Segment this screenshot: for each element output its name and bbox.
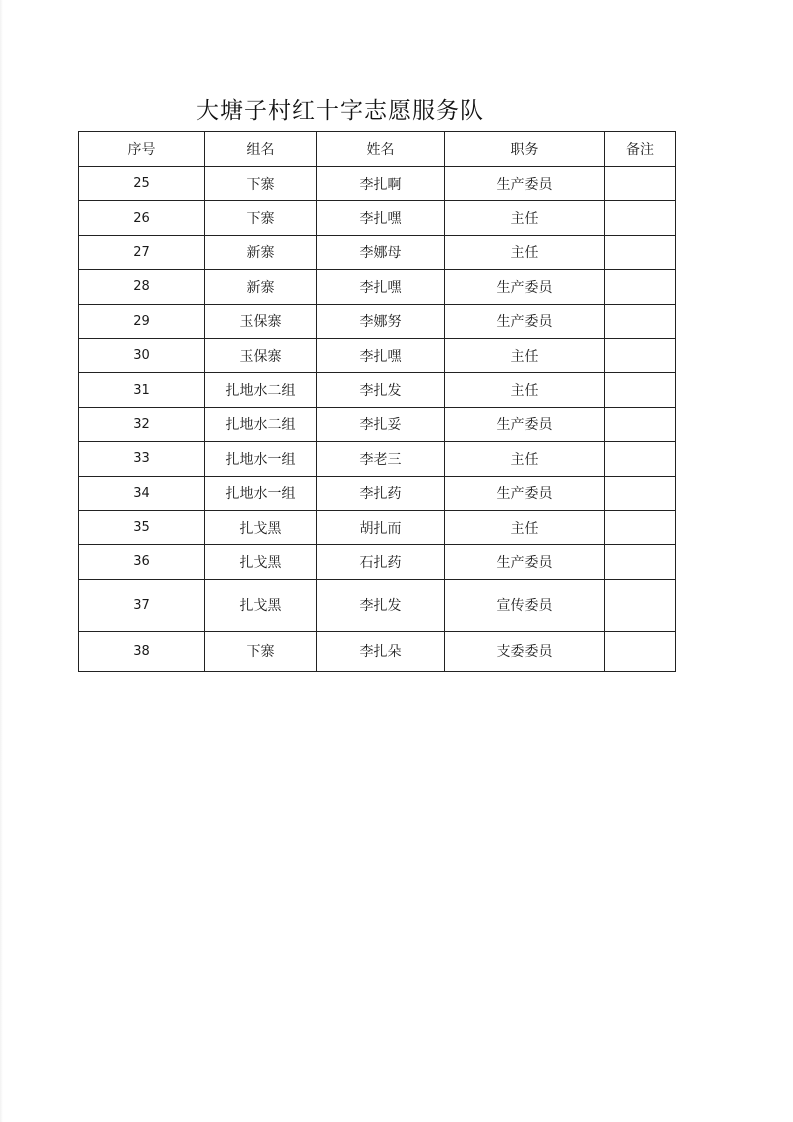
cell-group: 扎地水一组 (205, 442, 317, 476)
cell-seq: 27 (79, 235, 205, 269)
cell-note (605, 270, 676, 304)
cell-group: 扎戈黑 (205, 579, 317, 631)
volunteer-roster-table (78, 131, 676, 672)
cell-role: 宣传委员 (445, 579, 605, 631)
cell-seq: 37 (79, 579, 205, 631)
page-title: 大塘子村红十字志愿服务队 (196, 98, 484, 124)
cell-name: 李扎嘿 (317, 338, 445, 372)
table-row (79, 476, 676, 510)
cell-seq: 26 (79, 201, 205, 235)
table-row (79, 631, 676, 671)
table-row (79, 201, 676, 235)
table-header-row (79, 132, 676, 167)
cell-role: 生产委员 (445, 545, 605, 579)
cell-group: 新寨 (205, 270, 317, 304)
cell-role: 生产委员 (445, 407, 605, 441)
cell-note (605, 304, 676, 338)
cell-seq: 25 (79, 167, 205, 201)
cell-role: 主任 (445, 373, 605, 407)
cell-name: 李扎药 (317, 476, 445, 510)
cell-note (605, 338, 676, 372)
cell-role: 主任 (445, 442, 605, 476)
cell-group: 扎地水二组 (205, 407, 317, 441)
cell-seq: 34 (79, 476, 205, 510)
cell-name: 李老三 (317, 442, 445, 476)
cell-seq: 38 (79, 631, 205, 671)
table-row (79, 510, 676, 544)
cell-name: 李扎发 (317, 579, 445, 631)
cell-group: 下寨 (205, 201, 317, 235)
cell-group: 下寨 (205, 631, 317, 671)
cell-seq: 30 (79, 338, 205, 372)
cell-role: 支委委员 (445, 631, 605, 671)
cell-note (605, 201, 676, 235)
header-name: 姓名 (317, 132, 445, 167)
table-row (79, 579, 676, 631)
header-role: 职务 (445, 132, 605, 167)
cell-name: 李扎嘿 (317, 201, 445, 235)
cell-role: 主任 (445, 510, 605, 544)
table-row (79, 545, 676, 579)
cell-name: 李娜母 (317, 235, 445, 269)
cell-note (605, 442, 676, 476)
cell-note (605, 167, 676, 201)
cell-name: 胡扎而 (317, 510, 445, 544)
cell-seq: 28 (79, 270, 205, 304)
cell-note (605, 407, 676, 441)
cell-note (605, 631, 676, 671)
cell-group: 扎地水二组 (205, 373, 317, 407)
cell-seq: 32 (79, 407, 205, 441)
table-row (79, 304, 676, 338)
cell-seq: 31 (79, 373, 205, 407)
cell-seq: 29 (79, 304, 205, 338)
cell-name: 李扎朵 (317, 631, 445, 671)
cell-name: 李扎发 (317, 373, 445, 407)
cell-role: 主任 (445, 201, 605, 235)
table-row (79, 338, 676, 372)
cell-name: 李扎妥 (317, 407, 445, 441)
cell-note (605, 373, 676, 407)
cell-note (605, 235, 676, 269)
table-row (79, 167, 676, 201)
cell-role: 生产委员 (445, 167, 605, 201)
cell-seq: 36 (79, 545, 205, 579)
header-group: 组名 (205, 132, 317, 167)
cell-name: 石扎药 (317, 545, 445, 579)
table-row (79, 235, 676, 269)
table-row (79, 270, 676, 304)
table-row (79, 373, 676, 407)
cell-note (605, 510, 676, 544)
cell-role: 主任 (445, 235, 605, 269)
cell-seq: 35 (79, 510, 205, 544)
cell-group: 扎戈黑 (205, 545, 317, 579)
header-seq: 序号 (79, 132, 205, 167)
scan-edge-shadow (0, 0, 3, 1122)
cell-name: 李娜努 (317, 304, 445, 338)
cell-group: 扎地水一组 (205, 476, 317, 510)
cell-note (605, 545, 676, 579)
table-row (79, 407, 676, 441)
cell-group: 下寨 (205, 167, 317, 201)
cell-group: 玉保寨 (205, 338, 317, 372)
cell-name: 李扎啊 (317, 167, 445, 201)
table-row (79, 442, 676, 476)
cell-role: 生产委员 (445, 304, 605, 338)
cell-seq: 33 (79, 442, 205, 476)
cell-role: 生产委员 (445, 270, 605, 304)
cell-group: 新寨 (205, 235, 317, 269)
cell-group: 玉保寨 (205, 304, 317, 338)
header-note: 备注 (605, 132, 676, 167)
cell-name: 李扎嘿 (317, 270, 445, 304)
cell-group: 扎戈黑 (205, 510, 317, 544)
cell-role: 生产委员 (445, 476, 605, 510)
cell-role: 主任 (445, 338, 605, 372)
cell-note (605, 579, 676, 631)
cell-note (605, 476, 676, 510)
